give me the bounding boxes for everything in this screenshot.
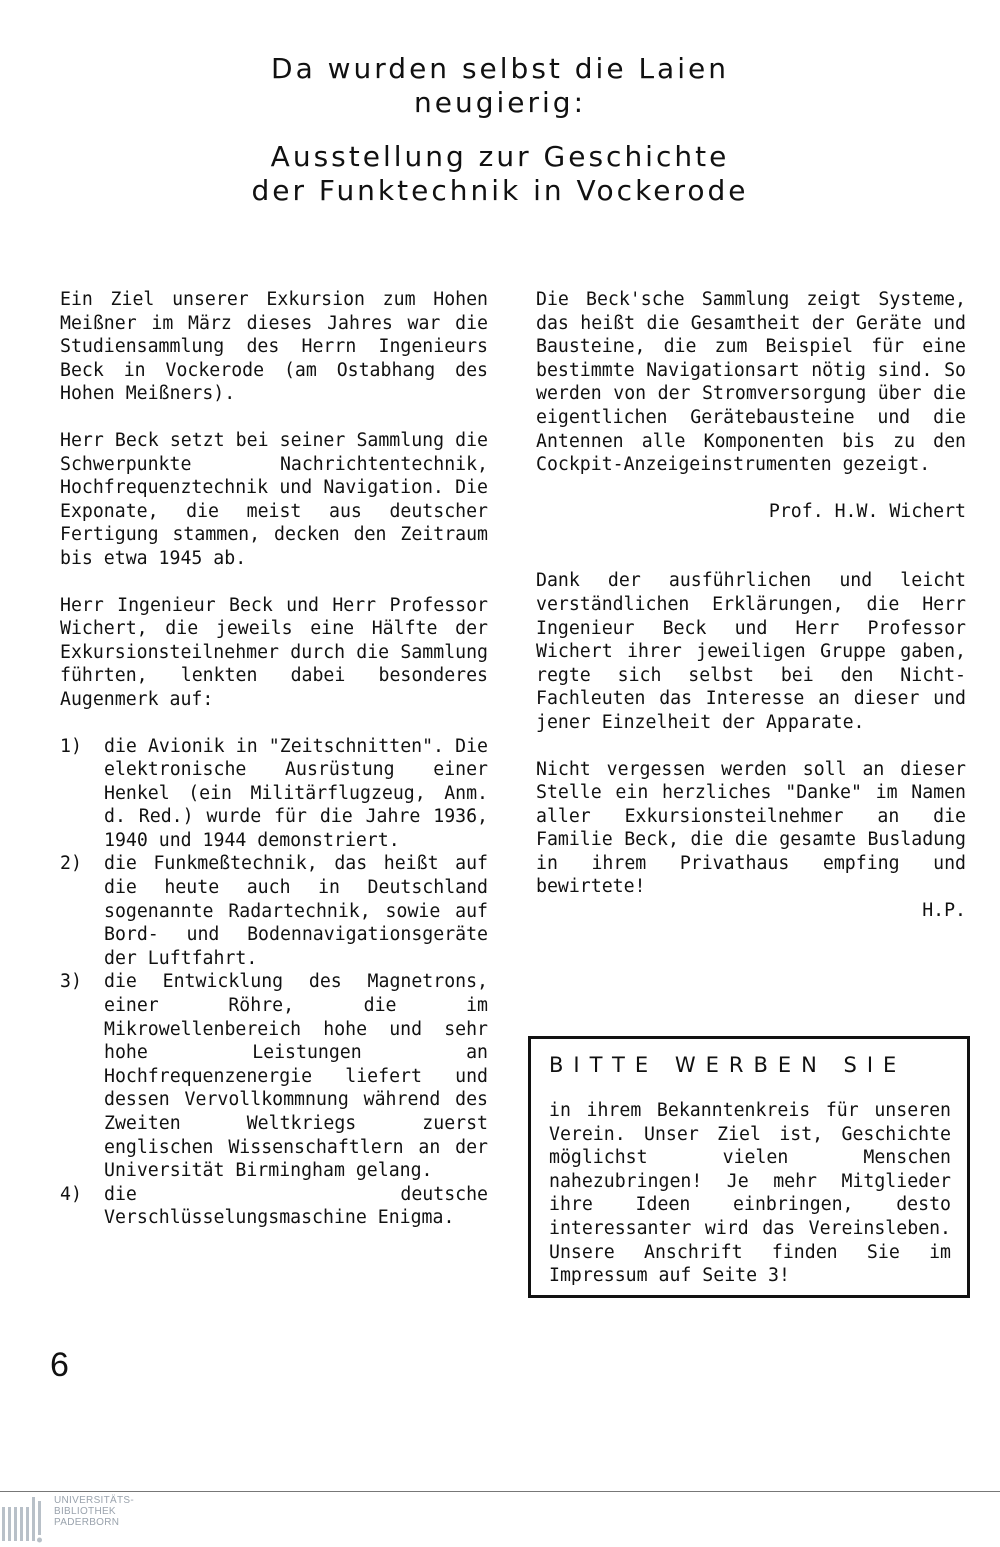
- library-name-line-3: PADERBORN: [54, 1517, 120, 1528]
- library-barcode-logo-icon: [0, 1493, 48, 1543]
- title-line-3: Ausstellung zur Geschichte: [270, 140, 730, 173]
- right-paragraph-2: Dank der ausführlichen und leicht verständlichen Erklärungen, die Herr Ingenieur Beck und Herr Professor Wichert ihrer jeweiligen Gruppe gaben, regte sich selbst bei den Nicht-Fachleuten das Interesse an dieser und jener Einzelheit der Apparate.: [536, 570, 966, 733]
- title-line-1: Da wurden selbst die Laien: [271, 52, 729, 85]
- left-column: [60, 288, 488, 1230]
- right-paragraph-3: Nicht vergessen werden soll an dieser Stelle ein herzliches "Danke" im Namen aller Exkursionsteilnehmer an die Familie Beck, die die gesamte Busladung in ihrem Privathaus empfing und bewirtete!: [536, 758, 966, 898]
- left-paragraph-1: Ein Ziel unserer Exkursion zum Hohen Meißner im März dieses Jahres war die Studiensammlung des Herrn Ingenieurs Beck in Vockerode (am Ostabhang des Hohen Meißners).: [60, 289, 488, 405]
- title-line-2: neugierig:: [414, 86, 586, 119]
- library-name: [54, 1495, 134, 1528]
- list-number: 2): [60, 853, 82, 875]
- left-paragraph-3: Herr Ingenieur Beck und Herr Professor Wichert, die jeweils eine Hälfte der Exkursionsteilnehmer durch die Sammlung führten, lenkten dabei besonderes Augenmerk auf:: [60, 594, 488, 710]
- list-text: die Avionik in "Zeitschnitten". Die elektronische Ausrüstung einer Henkel (ein Militärflugzeug, Anm. d. Red.) wurde für die Jahre 1936, 1940 und 1944 demonstriert.: [104, 735, 488, 851]
- ad-text: in ihrem Bekanntenkreis für unseren Verein. Unser Ziel ist, Geschichte möglichst vielen Menschen nahezubringen! Je mehr Mitglieder ihre Ideen einbringen, desto interessanter wird das Vereinsleben. Unsere Anschrift finden Sie im Impressum auf Seite 3!: [549, 1100, 951, 1287]
- list-item: [60, 970, 488, 1182]
- article-subtitle: [0, 140, 1000, 208]
- ad-heading: BITTE WERBEN SIE: [549, 1053, 907, 1077]
- signature-wichert: Prof. H.W. Wichert: [768, 500, 966, 522]
- footer-divider: [0, 1491, 1000, 1492]
- list-text: die deutsche Verschlüsselungsmaschine Enigma.: [104, 1183, 488, 1229]
- library-name-line-1: UNIVERSITÄTS-: [54, 1495, 135, 1506]
- right-paragraph-1: Die Beck'sche Sammlung zeigt Systeme, das heißt die Gesamtheit der Geräte und Bausteine, die zum Beispiel für eine bestimmte Navigationsart nötig sind. So werden von der Stromversorgung über die eigentlichen Gerätebausteine und die Antennen alle Komponenten bis zu den Cockpit-Anzeigeinstrumenten gezeigt.: [536, 289, 966, 476]
- list-text: die Entwicklung des Magnetrons, einer Röhre, die im Mikrowellenbereich hohe und sehr hohe Leistungen an Hochfrequenzenergie liefert und dessen Vervollkommnung während des Zweiten Weltkriegs zuerst englischen Wissenschaftlern an der Universität Birmingham gelang.: [104, 971, 488, 1182]
- focus-list: [60, 735, 488, 1230]
- title-line-4: der Funktechnik in Vockerode: [251, 174, 749, 207]
- list-number: 3): [60, 971, 82, 993]
- right-column: [536, 288, 966, 923]
- library-name-line-2: BIBLIOTHEK: [54, 1506, 116, 1517]
- signature-hp: H.P.: [922, 900, 966, 922]
- list-number: 4): [60, 1183, 82, 1205]
- list-item: [60, 735, 488, 853]
- list-text: die Funkmeßtechnik, das heißt auf die heute auch in Deutschland sogenannte Radartechnik, sowie auf Bord- und Bodennavigationsgeräte der Luftfahrt.: [104, 853, 488, 969]
- ad-box: [528, 1036, 970, 1298]
- list-number: 1): [60, 735, 82, 757]
- left-paragraph-2: Herr Beck setzt bei seiner Sammlung die Schwerpunkte Nachrichtentechnik, Hochfrequenztechnik und Navigation. Die Exponate, die meist aus deutscher Fertigung stammen, decken den Zeitraum bis etwa 1945 ab.: [60, 429, 488, 569]
- list-item: [60, 1183, 488, 1230]
- article-title: [0, 52, 1000, 120]
- page-number: 6: [50, 1346, 69, 1384]
- list-item: [60, 852, 488, 970]
